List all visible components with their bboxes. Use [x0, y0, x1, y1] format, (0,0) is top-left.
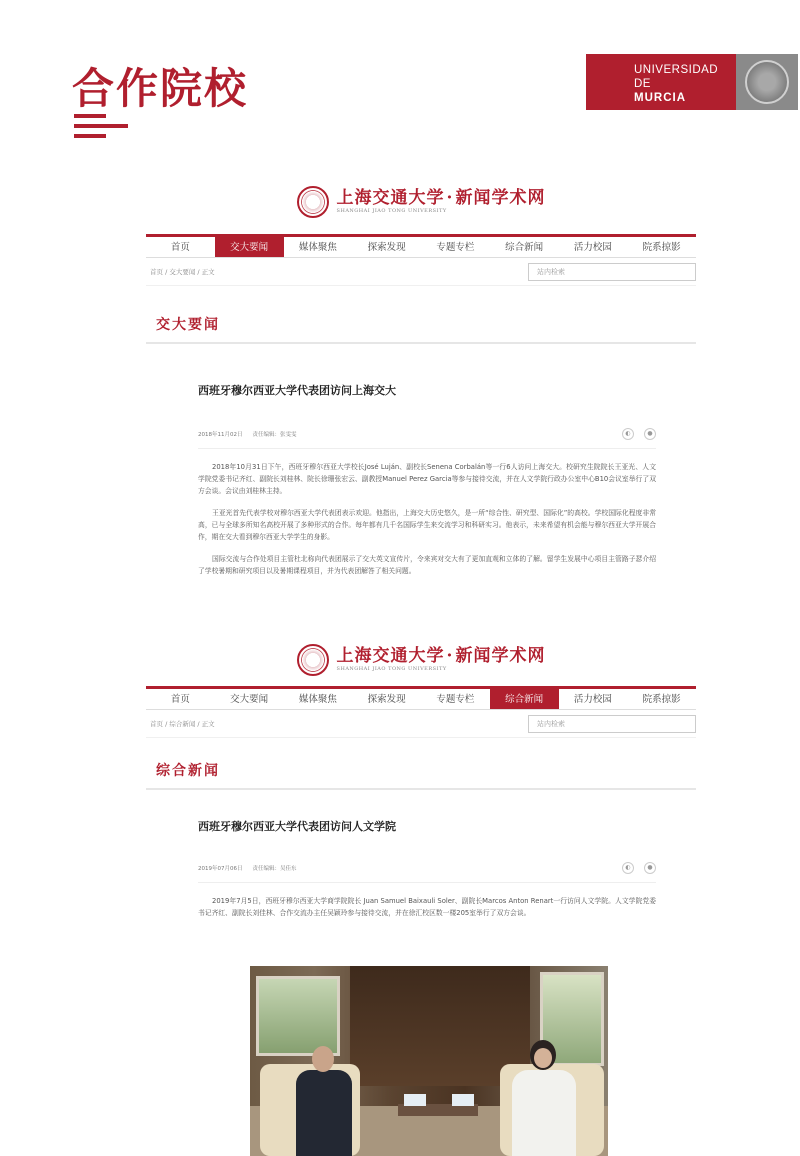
nav-item-media[interactable]: 媒体聚焦	[298, 694, 337, 705]
article-meta-text	[198, 430, 307, 438]
nav-item-sjtu-news[interactable]: 交大要闻	[230, 694, 269, 705]
article-paragraph: 王亚光首先代表学校对穆尔西亚大学代表团表示欢迎。他指出，上海交大历史悠久，是一所“综合性、研究型、国际化”的高校。学校国际化程度非常高，已与全球多所知名高校开展了多种形式的合作。每年都有几千名国际学生来交流学习和科研实习。他表示，未来希望有机会能与穆尔西亚大学开展合作，期在交大看到穆尔西亚大学学生的身影。	[198, 509, 656, 541]
nav-item-special[interactable]: 专题专栏	[436, 694, 475, 705]
article-title: 西班牙穆尔西亚大学代表团访问上海交大	[198, 384, 396, 397]
site-header	[146, 634, 696, 686]
article-editor: 责任编辑：张雯雯	[252, 432, 297, 438]
weibo-share-icon[interactable]: ◐	[622, 428, 634, 440]
article-paragraph: 国际交流与合作处项目主管杜北称向代表团展示了交大英文宣传片，令来宾对交大有了更加直观和立体的了解。留学生发展中心项目主管路子瑟介绍了学校暑期和研究项目以及暑期课程项目，并为代表团解答了相关问题。	[198, 555, 656, 575]
university-of-murcia-logo	[586, 54, 798, 110]
site-header	[146, 170, 696, 234]
article-paragraph: 2018年10月31日下午，西班牙穆尔西亚大学校长José Luján、副校长Senena Corbalán等一行6人访问上海交大。校研究生院院长王亚光、人文学院党委书记齐红、副院长刘桂林、院长徐珊张宏云、副教授Manuel Perez Garcia等参与接待交流，并在人文学院行政办公室中心B10会议室举行了双方会谈。会议由刘桂林主持。	[198, 463, 656, 495]
nav-item-campus[interactable]: 活力校园	[573, 242, 612, 253]
meeting-photo	[250, 966, 608, 1156]
site-name-cn: 上海交通大学	[336, 188, 445, 208]
nav-item-departments[interactable]: 院系掠影	[642, 242, 681, 253]
nav-item-special[interactable]: 专题专栏	[436, 242, 475, 253]
article-paragraph: 2019年7月5日，西班牙穆尔西亚大学商学院院长 Juan Samuel Baixauli Soler、副院长Marcos Anton Renart一行访问人文学院。人文学院党委书记齐红、副院长刘佳林、合作交流办主任吴颖玲参与接待交流，并在徐汇校区数一楼205室举行了双方会谈。	[198, 897, 656, 917]
title-decoration	[74, 114, 130, 144]
article-meta-text	[198, 864, 307, 872]
nav-item-general-news[interactable]: 综合新闻	[490, 689, 559, 709]
main-nav	[146, 686, 696, 710]
site-name-en: SHANGHAI JIAO TONG UNIVERSITY	[336, 666, 447, 672]
breadcrumb[interactable]: 首页 / 综合新闻 / 正文	[150, 720, 215, 728]
nav-item-campus[interactable]: 活力校园	[573, 694, 612, 705]
article-date: 2019年07月06日	[198, 866, 243, 872]
share-buttons	[622, 862, 656, 874]
breadcrumb-row	[146, 710, 696, 738]
article-meta	[198, 862, 656, 874]
weibo-share-icon[interactable]: ◐	[622, 862, 634, 874]
um-logo-line2: MURCIA	[634, 92, 686, 104]
nav-item-home[interactable]: 首页	[170, 694, 190, 705]
article-screenshot-2	[146, 634, 696, 1156]
nav-item-media[interactable]: 媒体聚焦	[298, 242, 337, 253]
site-name-cn: 上海交通大学	[336, 646, 445, 666]
search-input[interactable]: 站内检索	[528, 715, 696, 733]
nav-item-discovery[interactable]: 探索发现	[367, 242, 406, 253]
site-name: 上海交通大学 · 新闻学术网 SHANGHAI JIAO TONG UNIVERSITY	[336, 646, 546, 672]
main-nav	[146, 234, 696, 258]
site-portal: 新闻学术网	[455, 188, 546, 208]
sjtu-seal-icon	[297, 644, 329, 676]
sjtu-seal-icon	[297, 186, 329, 218]
nav-item-general-news[interactable]: 综合新闻	[505, 242, 544, 253]
breadcrumb[interactable]: 首页 / 交大要闻 / 正文	[150, 268, 215, 276]
site-name: 上海交通大学 · 新闻学术网 SHANGHAI JIAO TONG UNIVERSITY	[336, 188, 546, 214]
nav-item-discovery[interactable]: 探索发现	[367, 694, 406, 705]
article-date: 2018年11月02日	[198, 432, 243, 438]
site-name-en: SHANGHAI JIAO TONG UNIVERSITY	[336, 208, 447, 214]
wechat-share-icon[interactable]: ●	[644, 428, 656, 440]
nav-item-sjtu-news[interactable]: 交大要闻	[215, 237, 284, 257]
meta-divider	[198, 448, 656, 449]
um-logo-line1: UNIVERSIDAD DE	[634, 64, 719, 90]
breadcrumb-row	[146, 258, 696, 286]
um-logo-text	[586, 54, 736, 110]
meta-divider	[198, 882, 656, 883]
share-buttons	[622, 428, 656, 440]
search-input[interactable]: 站内检索	[528, 263, 696, 281]
article-screenshot-1	[146, 170, 696, 632]
article-editor: 责任编辑：吴佳东	[252, 866, 297, 872]
article-meta	[198, 428, 656, 440]
nav-item-departments[interactable]: 院系掠影	[642, 694, 681, 705]
page-title: 合作院校	[72, 64, 249, 113]
article-title: 西班牙穆尔西亚大学代表团访问人文学院	[198, 820, 396, 833]
site-portal: 新闻学术网	[455, 646, 546, 666]
section-title: 综合新闻	[146, 752, 696, 790]
section-title: 交大要闻	[146, 306, 696, 344]
wechat-share-icon[interactable]: ●	[644, 862, 656, 874]
nav-item-home[interactable]: 首页	[170, 242, 190, 253]
um-seal-icon	[736, 54, 798, 110]
